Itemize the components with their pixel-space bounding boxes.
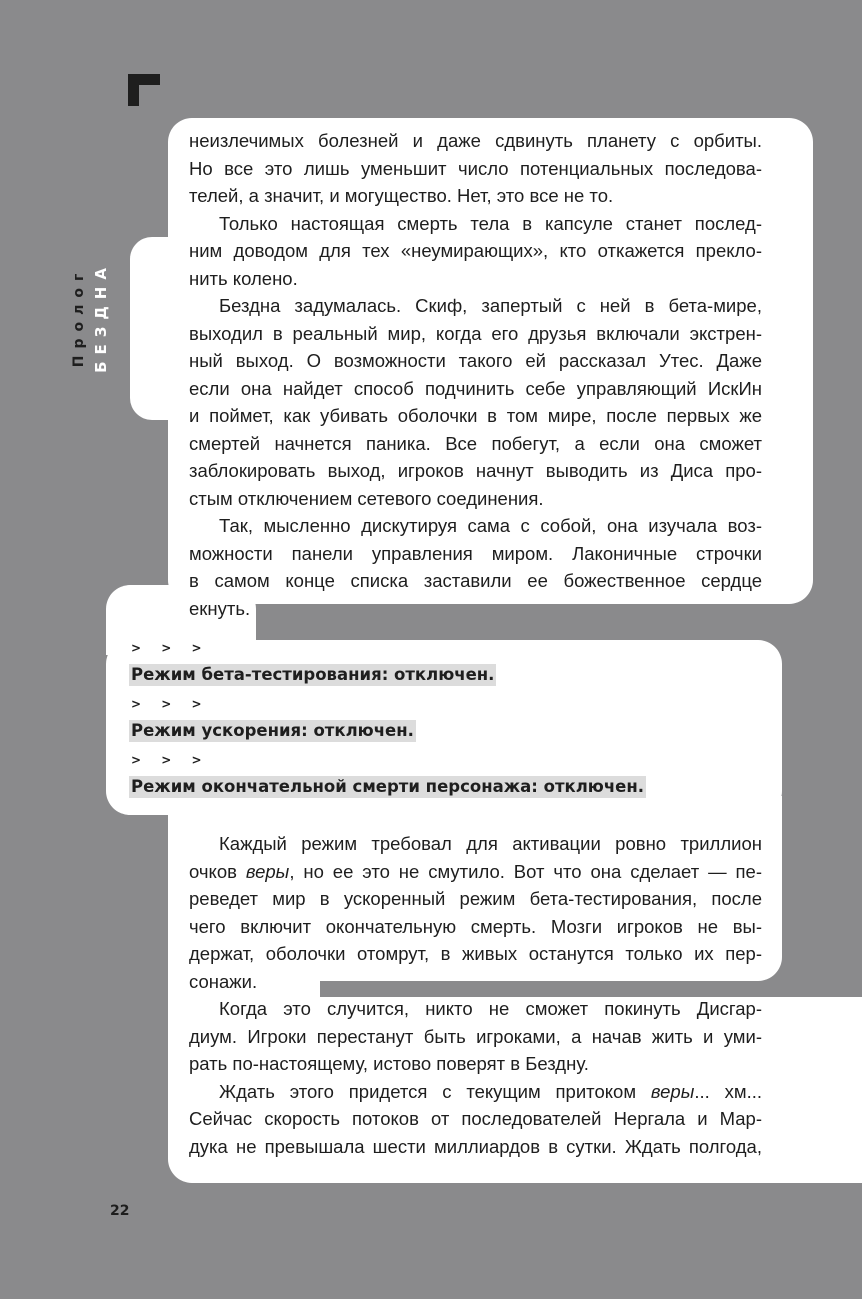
text-line: нить колено. [189,267,298,289]
text-line: ним доводом для тех «неумирающих», кто откажется прекло- [189,240,762,261]
section-title: Пролог [71,266,87,368]
text-line: чего включит окончательную смерть. Мозги игроков не вы- [189,915,762,937]
text-line: Каждый режим требовал для активации ровно триллион [219,833,762,854]
text-line: выходил в реальный мир, когда его друзья включали экстрен- [189,322,762,344]
text-line: и поймет, как убивать оболочки в том мире, после первых же [189,405,762,426]
text-line: сонажи. [189,970,258,992]
log-prompt: > > > [131,697,210,711]
log-message-acceleration: Режим ускорения: отключен. [131,721,414,740]
text-line: телей, а значит, и могущество. Нет, это все не то. [189,185,614,206]
text-line: Бездна задумалась. Скиф, запертый с ней в бета-мире, [219,295,762,316]
page-number: 22 [110,1203,130,1219]
text-line: реведет мир в ускоренный режим бета-тестирования, после [189,888,762,909]
running-head [62,252,118,382]
text-line: Но все это лишь уменьшит число потенциальных последова- [189,157,762,179]
body-text-bottom [189,830,762,1160]
text-line: Сейчас скорость потоков от последователей Нергала и Мар- [189,1108,762,1129]
log-prompt: > > > [131,641,210,655]
text-line: очков веры, но ее это не смутило. Вот что она сделает — пе- [189,860,762,882]
text-line: Так, мысленно дискутируя сама с собой, она изучала воз- [219,515,762,536]
text-line: в самом конце списка заставили ее божественное сердце [189,570,762,591]
emphasis-word: веры [245,860,290,882]
text-line: Когда это случится, никто не сможет покинуть Дисгар- [219,998,762,1019]
emphasis-word: веры [650,1080,695,1102]
chapter-title: БЕЗДНА [92,261,110,373]
log-message-final-death: Режим окончательной смерти персонажа: отключен. [131,777,645,796]
text-line: екнуть. [189,597,251,619]
text-line: можности панели управления миром. Лаконичные строчки [189,542,762,564]
text-line: диум. Игроки перестанут быть игроками, а начав жить и уми- [189,1025,762,1047]
corner-bracket-icon [128,74,160,106]
log-prompt: > > > [131,753,210,767]
text-line: дука не превышала шести миллиардов в сутки. Ждать полгода, [189,1135,762,1157]
text-line: заблокировать выход, игроков начнут выводить из Диса про- [189,460,762,481]
text-line: ный выход. О возможности такого ей рассказал Утес. Даже [189,350,762,371]
text-line: если она найдет способ подчинить себе управляющий ИскИн [189,377,762,399]
text-line: Ждать этого придется с текущим притоком веры... хм... [219,1080,762,1102]
body-text-top [189,127,762,622]
text-line: неизлечимых болезней и даже сдвинуть планету с орбиты. [189,130,762,151]
text-line: Только настоящая смерть тела в капсуле станет послед- [219,212,762,234]
log-message-beta: Режим бета-тестирования: отключен. [131,665,495,684]
text-line: рать по-настоящему, истово поверят в Бездну. [189,1053,589,1074]
text-line: стым отключением сетевого соединения. [189,487,544,509]
text-line: держат, оболочки отомрут, в живых останутся только их пер- [189,943,762,964]
text-line: смертей начнется паника. Все побегут, а если она сможет [189,432,762,454]
